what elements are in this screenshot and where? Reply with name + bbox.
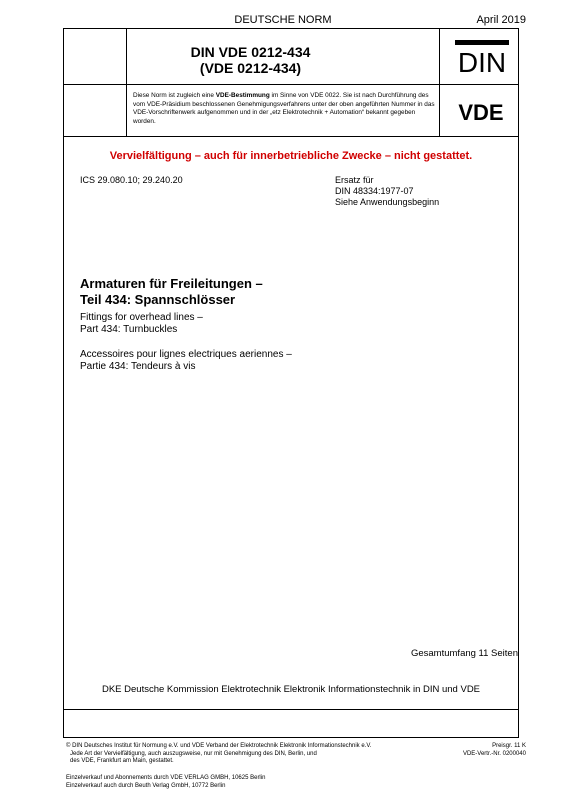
replacement-info: Ersatz für DIN 48334:1977-07 Siehe Anwendungsbeginn [335, 175, 440, 207]
standard-number [63, 44, 438, 76]
vde-logo-text: VDE [458, 100, 504, 125]
title-french: Accessoires pour lignes electriques aeriennes – Partie 434: Tendeurs à vis [80, 349, 292, 372]
din-logo [452, 38, 512, 80]
divider-line [64, 84, 518, 85]
title-english: Fittings for overhead lines – Part 434: Turnbuckles [80, 312, 203, 335]
sales-info: Einzelverkauf und Abonnements durch VDE VERLAG GMBH, 10625 Berlin Einzelverkauf auch durch Beuth Verlag GmbH, 10772 Berlin [66, 775, 266, 789]
total-pages: Gesamtumfang 11 Seiten [410, 648, 518, 659]
dke-line: DKE Deutsche Kommission Elektrotechnik Elektronik Informationstechnik in DIN und VDE [101, 684, 481, 695]
divider-line [64, 709, 518, 710]
publication-date: April 2019 [476, 14, 526, 26]
reproduction-notice: Vervielfältigung – auch für innerbetriebliche Zwecke – nicht gestattet. [109, 150, 473, 162]
standard-number-din: DIN VDE 0212-434 [190, 44, 311, 60]
standard-number-vde: (VDE 0212-434) [199, 60, 302, 76]
title-page-frame [63, 28, 519, 738]
title-german: Armaturen für Freileitungen – Teil 434: Spannschlösser [80, 276, 263, 307]
vde-logo [448, 99, 514, 125]
price-group: Preisgr. 11 K [492, 743, 526, 749]
copyright-notice: © DIN Deutsches Institut für Normung e.V. und VDE Verband der Elektrotechnik Elektronik Informationstechnik e.V. Jede Art der Vervielfältigung, auch auszugsweise, nur mit Genehmigung des DIN, Berlin, und des VDE, Frankfurt am Main, gestattet. [66, 743, 372, 764]
divider-line [64, 136, 518, 137]
document-series-label: DEUTSCHE NORM [234, 14, 332, 26]
vde-notice: Diese Norm ist zugleich eine VDE-Bestimmung im Sinne von VDE 0022. Sie ist nach Durchführung des vom VDE-Präsidium beschlossenen Genehmigungsverfahrens unter der oben angeführten Nummer in das VDE-Vorschriftenwerk aufgenommen und in der „etz Elektrotechnik + Automation“ bekannt gegeben worden. [133, 92, 435, 125]
ics-code: ICS 29.080.10; 29.240.20 [80, 175, 183, 185]
order-number: VDE-Vertr.-Nr. 0200040 [462, 750, 526, 757]
price-info [463, 743, 526, 758]
din-logo-text: DIN [457, 47, 507, 78]
divider-line [439, 29, 440, 136]
